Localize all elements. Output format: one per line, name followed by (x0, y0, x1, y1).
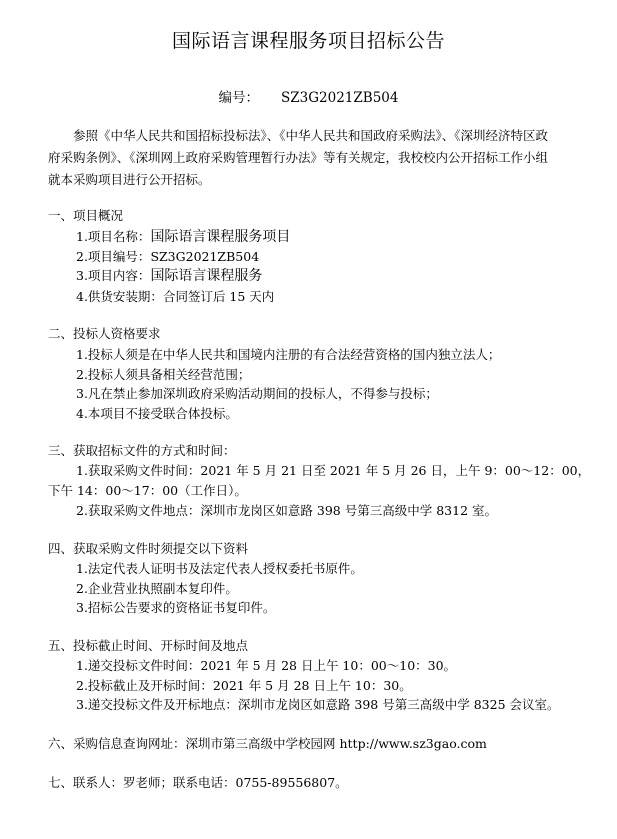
required-material-item: 1.法定代表人证明书及法定代表人授权委托书原件。 (76, 561, 363, 576)
project-name-label: 1.项目名称： (76, 229, 151, 244)
project-content-label: 3.项目内容： (76, 268, 151, 283)
qualification-item: 2.投标人须具备相关经营范围； (76, 367, 251, 382)
project-content-value: 国际语言课程服务 (150, 268, 263, 284)
delivery-period-value: 合同签订后 15 天内 (162, 289, 275, 304)
project-content-item (76, 268, 262, 284)
project-code-value: SZ3G2021ZB504 (150, 249, 260, 264)
intro-line: 府采购条例》、《深圳网上政府采购管理暂行办法》等有关规定，我校校内公开招标工作小组 (48, 150, 549, 165)
intro-line: 就本采购项目进行公开招标。 (48, 172, 211, 187)
project-number-label: 编号： (218, 90, 260, 106)
section-heading-overview: 一、项目概况 (48, 208, 124, 223)
obtain-time-item: 1.获取采购文件时间：2021 年 5 月 21 日至 2021 年 5 月 26 日，上午 9：00～12：00， (76, 463, 591, 478)
project-code-item (76, 249, 259, 265)
project-number-value: SZ3G2021ZB504 (281, 90, 399, 106)
obtain-time-item-continued: 下午 14：00～17：00（工作日）。 (48, 483, 247, 498)
deadline-item: 3.递交投标文件及开标地点：深圳市龙岗区如意路 398 号第三高级中学 8325 会议室。 (76, 697, 560, 712)
section-heading-required-materials: 四、获取采购文件时须提交以下资料 (48, 541, 249, 556)
intro-paragraph (48, 125, 583, 191)
delivery-period-item (76, 289, 274, 305)
section-heading-obtain-documents: 三、获取招标文件的方式和时间： (48, 443, 236, 458)
section-heading-qualifications: 二、投标人资格要求 (48, 326, 161, 341)
project-name-value: 国际语言课程服务项目 (150, 229, 291, 245)
project-number-line (0, 86, 617, 106)
section-website-info: 六、采购信息查询网址：深圳市第三高级中学校园网 http://www.sz3gao.com (48, 736, 487, 751)
required-material-item: 2.企业营业执照副本复印件。 (76, 581, 238, 596)
project-code-label: 2.项目编号： (76, 249, 151, 264)
section-contact-info: 七、联系人：罗老师；联系电话：0755-89556807。 (48, 775, 348, 790)
obtain-location-item: 2.获取采购文件地点：深圳市龙岗区如意路 398 号第三高级中学 8312 室。 (76, 503, 497, 518)
intro-line: 参照《中华人民共和国招标投标法》、《中华人民共和国政府采购法》、《深圳经济特区政 (48, 128, 549, 143)
document-title: 国际语言课程服务项目招标公告 (171, 30, 445, 52)
qualification-item: 1.投标人须是在中华人民共和国境内注册的有合法经营资格的国内独立法人； (76, 347, 501, 362)
delivery-period-label: 4.供货安装期： (76, 289, 163, 304)
section-heading-deadline: 五、投标截止时间、开标时间及地点 (48, 638, 249, 653)
qualification-item: 4.本项目不接受联合体投标。 (76, 406, 238, 421)
required-material-item: 3.招标公告要求的资格证书复印件。 (76, 600, 276, 615)
qualification-item: 3.凡在禁止参加深圳政府采购活动期间的投标人，不得参与投标； (76, 386, 438, 401)
deadline-item: 2.投标截止及开标时间：2021 年 5 月 28 日上午 10：30。 (76, 678, 412, 693)
deadline-item: 1.递交投标文件时间：2021 年 5 月 28 日上午 10：00～10：30。 (76, 658, 457, 673)
project-name-item (76, 229, 290, 245)
